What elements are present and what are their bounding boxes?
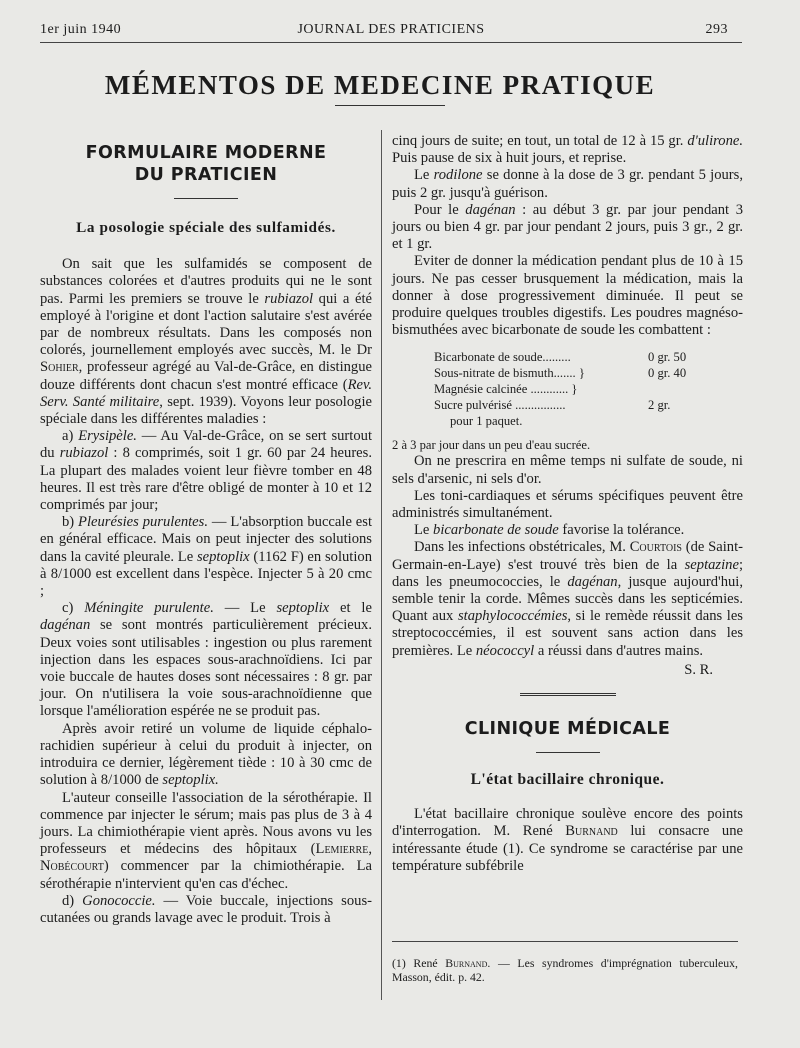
footnote-rule <box>392 941 738 942</box>
subheading-etat-bacillaire: L'état bacillaire chronique. <box>470 771 665 789</box>
running-header <box>40 22 742 43</box>
formula-row: Bicarbonate de soude......... 0 gr. 50 <box>434 350 687 365</box>
page-number: 293 <box>705 22 728 37</box>
section-title-formulaire: FORMULAIRE MODERNE DU PRATICIEN <box>85 143 327 185</box>
section-rule <box>536 752 600 753</box>
paragraph-dagenan: Pour le dagénan : au début 3 gr. par jour pendant 3 jours ou bien 4 gr. par jour pendant 2 jours, puis 3 gr., 2 gr. et 1 gr. <box>392 201 743 253</box>
formula-row: Sucre pulvérisé ................ 2 gr. <box>434 398 671 413</box>
section-title-clinique: CLINIQUE MÉDICALE <box>464 719 671 740</box>
prescription-formula <box>434 349 743 429</box>
issue-date: 1er juin 1940 <box>40 22 122 37</box>
paragraph-item-b: b) Pleurésies purulentes. — L'absorption buccale est en général efficace. Mais on peut injecter des solutions dans la cavité pleurale. Le septoplix (1162 F) en solution à 8/1000 est excellent dans l'espèce. Injecter 5 à 20 cmc ; <box>40 514 373 600</box>
section-rule <box>174 198 238 199</box>
section-separator <box>520 693 616 696</box>
column-divider <box>381 130 382 1000</box>
paragraph-injection: Après avoir retiré un volume de liquide céphalo-rachidien supérieur à celui du produit à injecter, on introduira ce dernier, légèrement tiède : 10 à 30 cmc de solution à 8/1000 de septoplix. <box>40 720 372 789</box>
paragraph-toni-cardiaques: Les toni-cardiaques et sérums spécifiques peuvent être administrés simultanément. <box>392 487 743 522</box>
formula-row: Magnésie calcinée ............ } <box>434 382 578 397</box>
left-column <box>40 142 372 927</box>
formula-row: Sous-nitrate de bismuth....... } 0 gr. 40 <box>434 366 687 381</box>
subheading-posologie: La posologie spéciale des sulfamidés. <box>76 219 336 236</box>
paragraph-serotherapie: L'auteur conseille l'association de la sérothérapie. Il commence par injecter le sérum; mais pas plus de 3 à 4 jours. La chimiothérapie vient après. Nous avons vu les professeurs et médecins des hôpitaux (Lemierre, Nobécourt) commencer par la chimiothérapie. La sérothérapie n'intervient qu'en cas d'échec. <box>40 789 372 892</box>
paragraph-eviter: Eviter de donner la médication pendant plus de 10 à 15 jours. Ne pas cesser brusquement la médication, mais la donner à dose progressivement diminuée. Il peut se produire quelques troubles digestifs. Les poudres magnéso-bismuthées avec bicarbonate de soude les combattent : <box>392 253 743 339</box>
paragraph-rodilone: Le rodilone se donne à la dose de 3 gr. pendant 5 jours, puis 2 gr. jusqu'à guérison. <box>392 167 743 201</box>
paragraph-infections: Dans les infections obstétricales, M. Courtois (de Saint-Germain-en-Laye) s'est trouvé très bien de la septazine; dans les pneumococcies, le dagénan, jusque aujourd'hui, semble tenir la corde. Mêmes succès dans les septicémies. Quant aux staphylococcémies, si le remède réussit dans les streptococcémies, il est souvent sans action dans les premières. Le néococcyl a réussi dans d'autres mains. <box>392 539 743 659</box>
author-signature: S. R. <box>684 661 713 678</box>
footnote: (1) René Burnand. — Les syndromes d'imprégnation tuberculeux, Masson, édit. p. 42. <box>392 956 738 984</box>
title-rule <box>335 105 445 106</box>
paragraph-prescrira: On ne prescrira en même temps ni sulfate de soude, ni sels d'arsenic, ni sels d'or. <box>392 453 743 487</box>
paragraph-etat-bacillaire: L'état bacillaire chronique soulève encore des points d'interrogation. M. René Burnand lui consacre une intéressante étude (1). Ce syndrome se caractérise par une température subfébrile <box>392 806 743 874</box>
paragraph-intro: On sait que les sulfamidés se composent de substances colorées et d'autres produits qui ne le sont pas. Parmi les premiers se trouve le rubiazol qui a été employé à l'origine et dont l'action salutaire s'est avérée par de nombreux résultats. Dans les composés non colorés, journellement employés avec succès, M. le Dr Sohier, professeur agrégé au Val-de-Grâce, en distingue douze différents dont chacun s'est montré efficace (Rev. Serv. Santé militaire, sept. 1939). Voyons leur posologie spéciale dans les différentes maladies : <box>40 256 372 428</box>
paragraph-item-d: d) Gonococcie. — Voie buccale, injections sous-cutanées ou grands lavage avec le produit. Trois à <box>40 892 372 926</box>
formula-row: pour 1 paquet. <box>450 414 523 429</box>
paragraph-bicarbonate: Le bicarbonate de soude favorise la tolérance. <box>414 522 685 539</box>
right-column <box>392 133 743 875</box>
paragraph-item-a: a) Erysipèle. — Au Val-de-Grâce, on se sert surtout du rubiazol : 8 comprimés, soit 1 gr. 60 par 24 heures. La plupart des malades voient leur fièvre tomber en 48 heures. Il est très rare d'être obligé de monter à 10 et 12 comprimés par jour; <box>40 428 372 514</box>
formula-note: 2 à 3 par jour dans un peu d'eau sucrée. <box>392 438 591 453</box>
page-title: MÉMENTOS DE MEDECINE PRATIQUE <box>104 70 656 100</box>
journal-name: JOURNAL DES PRATICIENS <box>297 22 485 37</box>
paragraph-item-c: c) Méningite purulente. — Le septoplix et le dagénan se sont montrés particulièrement précieux. Deux voies sont utilisables : ingestion ou plus rarement injection dans les espaces sous-arachnoïdiens. Ici par voie buccale de hautes doses sont nécessaires : 8 gr. par jour. On n'utilisera la voie sous-arachnoïdienne que lorsque l'amélioration espérée ne se produit pas. <box>40 600 372 720</box>
paragraph-continuation: cinq jours de suite; en tout, un total de 12 à 15 gr. d'ulirone. Puis pause de six à huit jours, et reprise. <box>392 133 743 167</box>
